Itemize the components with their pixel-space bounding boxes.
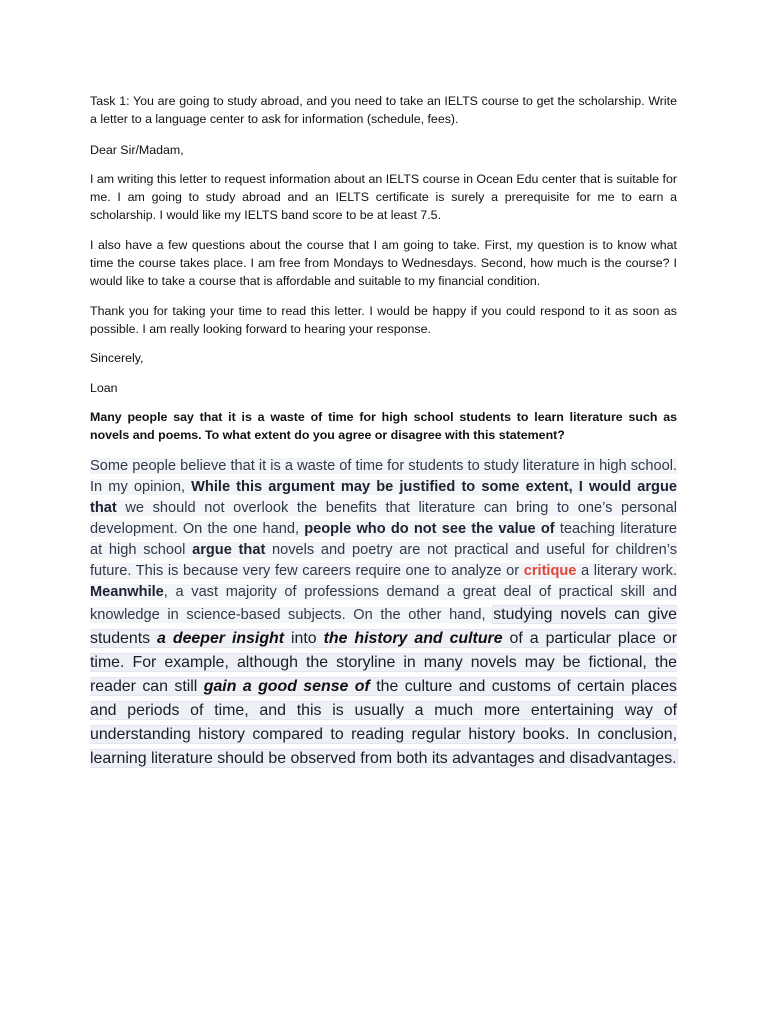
essay-text: , a vast majority of professions demand a great deal of practical skill and knowledge in science-based subjects. On the other hand, [90,584,677,624]
essay-text: Some people believe that it is a waste of time for students to study literature in high school. In my opinion, [90,458,677,496]
letter-closing: Sincerely, [90,351,144,366]
essay-phrase-bold: argue that [192,542,266,559]
essay-text: of a particular place or time. For example, although the storyline in many novels may be fictional, the reader can still [90,630,678,696]
essay-keyword-red: critique [523,563,577,580]
essay-phrase-bold-italic: a deeper insight [157,630,285,648]
essay-text: studying novels can give students [90,606,678,648]
essay-phrase-bold: people who do not see the value of [304,521,555,538]
task-instruction: Task 1: You are going to study abroad, and you need to take an IELTS course to get the scholarship. Write a letter to a language center to ask for information (schedule, fees). [90,94,677,127]
letter-paragraph-1: I am writing this letter to request information about an IELTS course in Ocean Edu center that is suitable for me. I am going to study abroad and an IELTS certificate is surely a prerequisite for me to earn a scholarship. I would like my IELTS band score to be at least 7.5. [90,171,677,223]
document-page [90,92,677,787]
essay-text: novels and poetry are not practical and useful for children’s future. This is because very few careers require one to analyze or [90,542,677,580]
essay-phrase-bold-italic: gain a good sense of [203,678,370,696]
letter-signature: Loan [90,380,118,395]
essay-text: we should not overlook the benefits that literature can bring to one’s personal development. On the one hand, [90,500,677,538]
essay-text: teaching literature at high school [90,521,677,559]
essay-phrase-bold-italic: the history and culture [323,630,503,648]
essay-phrase-bold: Meanwhile [90,584,164,601]
letter-paragraph-2: I also have a few questions about the course that I am going to take. First, my question is to know what time the course takes place. I am free from Mondays to Wednesdays. Second, how much is the course? I would like to take a course that is affordable and suitable to my financial condition. [90,237,677,289]
letter-greeting: Dear Sir/Madam, [90,142,184,157]
essay-text: a literary work. [576,563,677,580]
essay-text: into [284,630,324,648]
essay-paragraph [90,456,677,770]
essay-phrase-bold: While this argument may be justified to some extent, I would argue that [90,479,677,517]
letter-paragraph-3: Thank you for taking your time to read this letter. I would be happy if you could respond to it as soon as possible. I am really looking forward to hearing your response. [90,303,677,336]
essay-text: the culture and customs of certain places and periods of time, and this is usually a much more entertaining way of understanding history compared to reading regular history books. In conclusion, learning literature should be observed from both its advantages and disadvantages. [90,678,677,767]
essay-prompt: Many people say that it is a waste of time for high school students to learn literature such as novels and poems. To what extent do you agree or disagree with this statement? [90,409,677,443]
